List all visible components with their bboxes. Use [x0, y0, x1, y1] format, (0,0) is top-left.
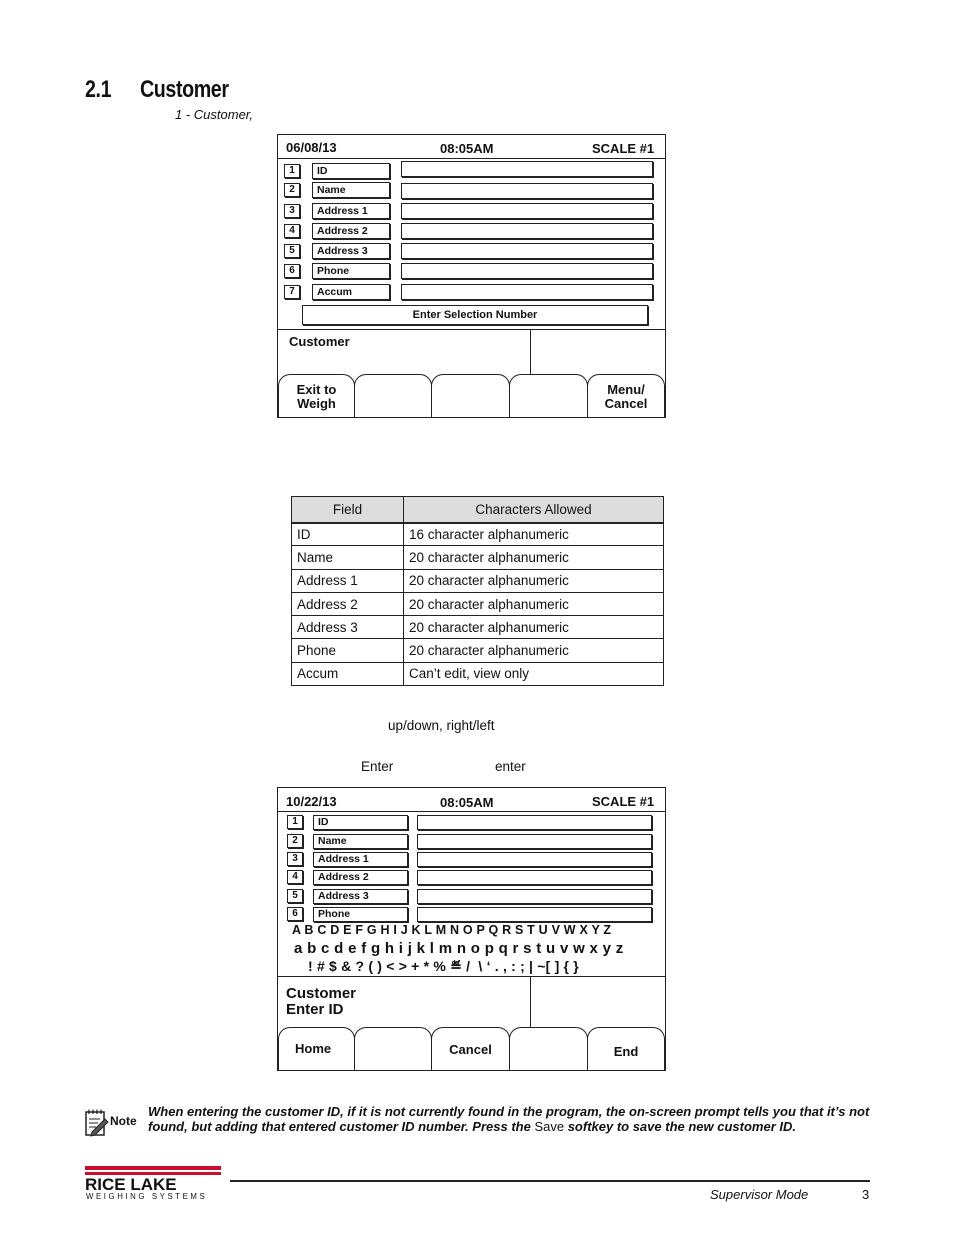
screen2-row-label: Address 3	[313, 889, 408, 904]
screen2-message-line2: Enter ID	[286, 1001, 344, 1018]
table-row	[292, 616, 664, 639]
table-cell: Name	[292, 546, 404, 569]
table-cell: Address 2	[292, 592, 404, 615]
note-label: Note	[110, 1114, 137, 1128]
note-text	[148, 1104, 878, 1134]
screen1-row-number: 1	[284, 164, 300, 178]
screen2-row-value[interactable]	[417, 834, 652, 849]
softkey-3[interactable]	[431, 374, 510, 418]
screen1-date: 06/08/13	[286, 140, 337, 155]
table-cell: Phone	[292, 639, 404, 662]
screen2-scale: SCALE #1	[592, 794, 655, 809]
screen1-row-label: ID	[312, 163, 390, 179]
softkey-2[interactable]	[354, 374, 432, 418]
screen2-message-line1: Customer	[286, 985, 357, 1002]
screen2-row-label: ID	[313, 815, 408, 830]
screen1-row-label: Address 3	[312, 243, 390, 259]
screen1-row-value[interactable]	[401, 203, 653, 219]
customer-screen-2	[277, 787, 666, 1071]
section-subtitle: 1 - Customer,	[175, 107, 254, 122]
screen1-row-label: Phone	[312, 263, 390, 279]
softkey-4[interactable]	[509, 1027, 588, 1071]
table-cell: 20 character alphanumeric	[404, 546, 664, 569]
table-cell: 20 character alphanumeric	[404, 592, 664, 615]
exit-to-weigh-softkey[interactable]: Exit to Weigh	[278, 374, 355, 418]
screen2-row-number: 5	[287, 889, 303, 903]
logo-wordmark: RICE LAKE	[85, 1175, 177, 1194]
screen1-row-number: 3	[284, 204, 300, 218]
table-cell: 20 character alphanumeric	[404, 616, 664, 639]
table-cell: 16 character alphanumeric	[404, 523, 664, 546]
home-softkey[interactable]: Home	[278, 1027, 355, 1071]
screen2-row-value[interactable]	[417, 870, 652, 885]
section-number: 2.1	[85, 76, 112, 103]
screen2-row-number: 1	[287, 815, 303, 829]
footer-section-name: Supervisor Mode	[710, 1187, 809, 1202]
symbol-character-row[interactable]: ! # $ & ? ( ) < > + * % ≝ / \ ‘ . , : ; | ~[ ] { }	[308, 958, 579, 974]
screen1-row-label: Name	[312, 182, 390, 198]
screen2-row-label: Address 2	[313, 870, 408, 885]
screen2-row-value[interactable]	[417, 907, 652, 922]
screen1-row-value[interactable]	[401, 243, 653, 259]
screen2-row-value[interactable]	[417, 889, 652, 904]
screen1-row-number: 7	[284, 285, 300, 299]
enter-text: enter	[495, 759, 526, 774]
screen1-row-value[interactable]	[401, 183, 653, 199]
customer-screen-1	[277, 134, 666, 418]
menu-cancel-softkey[interactable]: Menu/ Cancel	[587, 374, 665, 418]
screen1-row-number: 6	[284, 264, 300, 278]
table-cell: Accum	[292, 662, 404, 685]
screen1-time: 08:05AM	[440, 141, 494, 156]
table-cell: 20 character alphanumeric	[404, 639, 664, 662]
lowercase-character-row[interactable]: a b c d e f g h i j k l m n o p q r s t u v w x y z	[294, 940, 624, 957]
screen1-row-value[interactable]	[401, 263, 653, 279]
screen1-scale: SCALE #1	[592, 141, 655, 156]
screen1-row-value[interactable]	[401, 161, 653, 177]
enter-key-text: Enter	[361, 759, 394, 774]
table-cell: 20 character alphanumeric	[404, 569, 664, 592]
screen2-row-number: 4	[287, 870, 303, 884]
table-row	[292, 569, 664, 592]
navigation-keys-text: up/down, right/left	[388, 718, 495, 733]
note-text-part: softkey to save the new customer ID.	[564, 1119, 796, 1134]
screen1-prompt: Enter Selection Number	[302, 305, 648, 325]
rice-lake-logo	[85, 1166, 221, 1205]
uppercase-character-row[interactable]: A B C D E F G H I J K L M N O P Q R S T U V W X Y Z	[292, 923, 612, 937]
screen2-row-label: Address 1	[313, 852, 408, 867]
field-characters-table	[291, 496, 664, 686]
table-cell: Can’t edit, view only	[404, 662, 664, 685]
end-softkey[interactable]: End	[587, 1027, 665, 1071]
screen1-row-label: Accum	[312, 284, 390, 300]
screen2-row-number: 3	[287, 852, 303, 866]
screen2-row-value[interactable]	[417, 852, 652, 867]
screen1-row-value[interactable]	[401, 284, 653, 300]
note-pencil-icon	[84, 1108, 110, 1138]
screen1-row-number: 2	[284, 183, 300, 197]
softkey-2[interactable]	[354, 1027, 432, 1071]
softkey-4[interactable]	[509, 374, 588, 418]
screen1-row-value[interactable]	[401, 223, 653, 239]
screen1-row-label: Address 1	[312, 203, 390, 219]
table-row	[292, 592, 664, 615]
note-save-word: Save	[534, 1119, 565, 1134]
note-text-part: When entering the customer ID, if it is not currently found in the program, the on-screen prompt tells you that it’s not found, but adding that entered customer ID number. Press the	[148, 1104, 870, 1134]
screen1-row-number: 5	[284, 244, 300, 258]
table-cell: Address 3	[292, 616, 404, 639]
screen2-row-number: 2	[287, 834, 303, 848]
table-row	[292, 523, 664, 546]
screen1-message: Customer	[289, 334, 350, 349]
table-row	[292, 639, 664, 662]
screen1-row-label: Address 2	[312, 223, 390, 239]
section-title: Customer	[140, 76, 229, 103]
screen2-row-label: Name	[313, 834, 408, 849]
screen2-row-label: Phone	[313, 907, 408, 922]
table-cell: Address 1	[292, 569, 404, 592]
footer-rule	[230, 1180, 870, 1182]
rice-lake-logo-icon	[85, 1166, 221, 1200]
cancel-softkey[interactable]: Cancel	[431, 1027, 510, 1071]
table-cell: ID	[292, 523, 404, 546]
table-header: Characters Allowed	[404, 497, 664, 523]
table-row	[292, 546, 664, 569]
screen2-row-value[interactable]	[417, 815, 652, 830]
screen2-time: 08:05AM	[440, 795, 494, 810]
table-row	[292, 662, 664, 685]
screen2-row-number: 6	[287, 907, 303, 921]
page-number: 3	[862, 1187, 870, 1202]
logo-tagline: WEIGHING SYSTEMS	[86, 1192, 208, 1200]
screen2-date: 10/22/13	[286, 794, 337, 809]
screen1-row-number: 4	[284, 224, 300, 238]
table-header: Field	[292, 497, 404, 523]
